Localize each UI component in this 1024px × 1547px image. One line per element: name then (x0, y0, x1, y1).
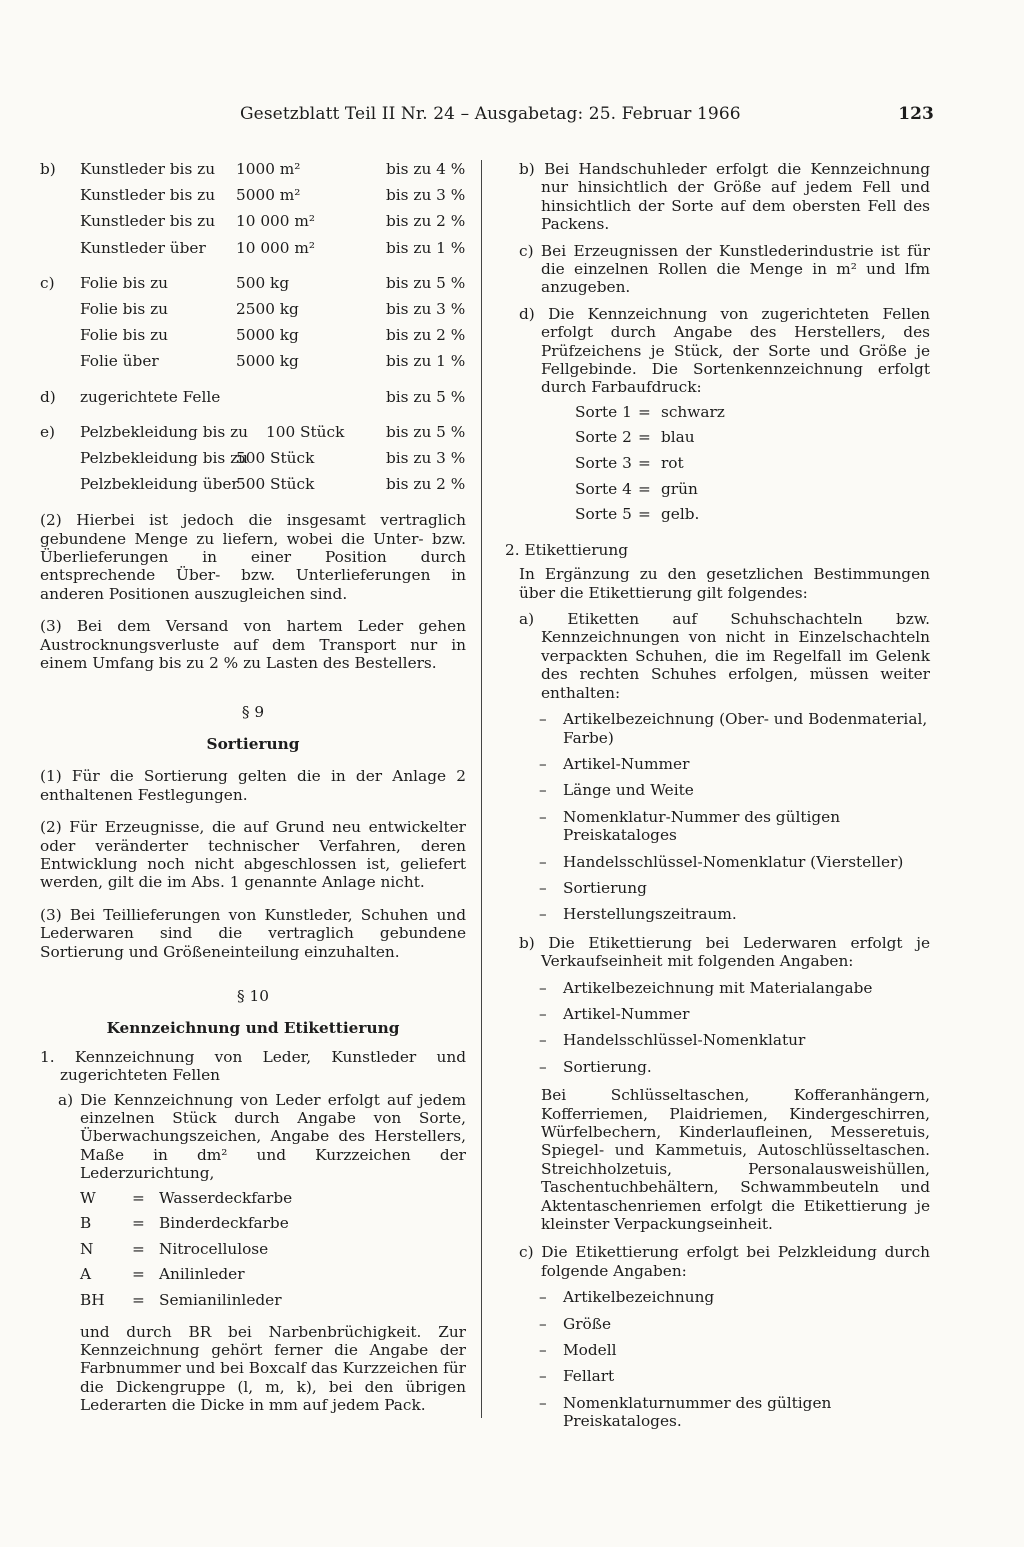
kennzeichnung-1a-end: und durch BR bei Narbenbrüchigkeit. Zur Kennzeichnung gehört ferner die Angabe der Farbnummer und bei Boxcalf das Kurzzeichen für die Dickengruppe (l, m, k), bei den übrigen Lederarten die Dicke in mm auf jedem Pack. (80, 1322, 466, 1415)
row-tolerance: bis zu 1 % (386, 352, 466, 371)
row-amount: 500 kg (236, 273, 290, 292)
row-item: Folie bis zu (80, 326, 168, 345)
sorte-equals: = (638, 428, 651, 447)
etikettierung-heading: 2. Etikettierung (505, 540, 629, 559)
row-item: Folie über (80, 352, 159, 371)
row-item: Folie bis zu (80, 299, 168, 318)
list-item-text: Nomenklatur-Nummer des gültigen Preiskataloges (563, 807, 841, 845)
dash-bullet: – (539, 807, 547, 826)
list-item (519, 1341, 930, 1359)
row-amount: 2500 kg (236, 299, 299, 318)
list-item (519, 781, 930, 799)
page-header (240, 104, 934, 130)
sorte-color: blau (661, 428, 695, 447)
sorte-name: Sorte 2 (575, 428, 632, 447)
sorte-color: rot (661, 454, 684, 473)
list-item (519, 710, 930, 747)
row-amount: 500 Stück (236, 475, 315, 494)
kennzeichnung-d: d) Die Kennzeichnung von zugerichteten Fellen erfolgt durch Angabe des Herstellers, des Prüfzeichens je Stück, der Sorte und Größe je Fellgebinde. Die Sortenkennzeichnung erfolgt durch Farbaufdruck: (519, 304, 930, 397)
abbr-code: N (80, 1239, 94, 1258)
list-item-text: Sortierung (563, 878, 647, 897)
row-label: d) (40, 387, 56, 406)
dash-bullet: – (539, 1341, 547, 1360)
dash-bullet: – (539, 1031, 547, 1050)
abbreviation-list (40, 1189, 466, 1317)
abbreviation-row (40, 1265, 466, 1291)
abbr-equals: = (132, 1214, 145, 1233)
row-tolerance: bis zu 2 % (386, 326, 466, 345)
table-e (40, 423, 466, 502)
row-item: Folie bis zu (80, 273, 168, 292)
list-item-text: Fellart (563, 1367, 615, 1386)
page-number: 123 (898, 104, 934, 124)
table-row (40, 475, 466, 501)
row-item: zugerichtete Felle (80, 387, 221, 406)
list-item (519, 979, 930, 997)
abbr-code: W (80, 1188, 96, 1207)
abbr-equals: = (132, 1188, 145, 1207)
list-item-text: Artikelbezeichnung (Ober- und Bodenmaterial, Farbe) (563, 710, 928, 747)
row-label: b) (40, 160, 56, 178)
abbreviation-row (40, 1214, 466, 1240)
list-item-text: Artikel-Nummer (563, 1004, 690, 1023)
sorte-name: Sorte 5 (575, 505, 632, 524)
row-amount: 1000 m² (236, 160, 301, 178)
abbr-code: A (80, 1265, 92, 1284)
sorte-name: Sorte 4 (575, 479, 632, 498)
list-item-text: Artikel-Nummer (563, 754, 690, 773)
sorte-color: grün (661, 479, 698, 498)
list-item-text: Modell (563, 1341, 617, 1360)
row-amount: 10 000 m² (236, 238, 316, 257)
etikettierung-a: a) Etiketten auf Schuhschachteln bzw. Kennzeichnungen von nicht in Einzelschachteln verpackten Schuhen, die im Regelfall im Gelenk des rechten Schuhes erfolgen, müssen weiter enthalten: (519, 610, 930, 702)
row-amount: 5000 m² (236, 186, 301, 205)
row-tolerance: bis zu 3 % (386, 448, 466, 467)
sorte-row (519, 505, 930, 531)
row-item: Kunstleder bis zu (80, 212, 216, 231)
column-divider (481, 160, 482, 1418)
dash-bullet: – (539, 1288, 547, 1307)
row-amount: 5000 kg (236, 352, 299, 371)
row-amount: 10 000 m² (236, 212, 316, 231)
abbreviation-row (40, 1291, 466, 1317)
abbr-code: B (80, 1214, 92, 1233)
etikettierung-a-list (519, 710, 930, 924)
sorte-equals: = (638, 402, 651, 421)
row-item: Kunstleder bis zu (80, 160, 216, 178)
etikettierung-b: b) Die Etikettierung bei Lederwaren erfolgt je Verkaufseinheit mit folgenden Angaben: (519, 933, 930, 971)
right-column (505, 160, 930, 1431)
row-tolerance: bis zu 2 % (386, 475, 466, 494)
kennzeichnung-c: c) Bei Erzeugnissen der Kunstlederindustrie ist für die einzelnen Rollen die Menge in m² und lfm anzugeben. (519, 241, 930, 297)
section-9-title: Sortierung (206, 734, 300, 753)
list-item-text: Nomenklaturnummer des gültigen Preiskataloges. (563, 1393, 832, 1431)
abbr-equals: = (132, 1239, 145, 1258)
sorte-color: gelb. (661, 505, 700, 524)
table-row (40, 388, 466, 414)
row-tolerance: bis zu 1 % (386, 238, 466, 257)
etikettierung-c-list (519, 1288, 930, 1430)
abbr-code: BH (80, 1291, 105, 1309)
sorte-color: schwarz (661, 402, 725, 421)
row-item: Pelzbekleidung über (80, 475, 239, 494)
dash-bullet: – (539, 978, 547, 997)
list-item-text: Artikelbezeichnung (563, 1288, 715, 1307)
table-row (40, 274, 466, 300)
list-item (519, 808, 930, 845)
row-label: e) (40, 422, 56, 441)
kennzeichnung-1a: a) Die Kennzeichnung von Leder erfolgt auf jedem einzelnen Stück durch Angabe von Sorte, Überwachungszeichen, Angabe des Herstellers, Maße in dm² und Kurzzeichen der Lederzurichtung, (58, 1090, 466, 1183)
sorte-row (519, 454, 930, 480)
dash-bullet: – (539, 754, 547, 773)
abbr-meaning: Semianilinleder (159, 1291, 282, 1309)
paragraph-2: (2) Hierbei ist jedoch die insgesamt vertraglich gebundene Menge zu liefern, wobei die Unter- bzw. Überlieferungen in einer Position durch entsprechende Über- bzw. Unterlieferungen in anderen Positionen auszugleichen sind. (40, 511, 466, 603)
dash-bullet: – (539, 710, 547, 729)
table-row (40, 239, 466, 265)
sorte-row (519, 403, 930, 429)
dash-bullet: – (539, 852, 547, 871)
list-item-text: Handelsschlüssel-Nomenklatur (Viersteller) (563, 852, 904, 871)
list-item (519, 1315, 930, 1333)
abbr-meaning: Wasserdeckfarbe (159, 1188, 293, 1207)
list-item (519, 1058, 930, 1076)
table-row (40, 352, 466, 378)
dash-bullet: – (539, 1393, 547, 1412)
etikettierung-intro: In Ergänzung zu den gesetzlichen Bestimmungen über die Etikettierung gilt folgendes: (519, 565, 930, 602)
list-item (519, 905, 930, 923)
abbr-meaning: Nitrocellulose (159, 1239, 269, 1258)
section-10-number: § 10 (237, 986, 269, 1005)
row-item: Kunstleder über (80, 238, 206, 257)
row-amount: 5000 kg (236, 326, 299, 345)
list-item (519, 853, 930, 871)
table-row (40, 212, 466, 238)
list-item (519, 879, 930, 897)
row-tolerance: bis zu 5 % (386, 387, 466, 406)
abbr-equals: = (132, 1265, 145, 1284)
row-amount: 100 Stück (266, 422, 345, 441)
sorte-equals: = (638, 479, 651, 498)
list-item (519, 755, 930, 773)
dash-bullet: – (539, 1367, 547, 1386)
row-tolerance: bis zu 5 % (386, 422, 466, 441)
sorte-row (519, 480, 930, 506)
abbr-equals: = (132, 1291, 145, 1309)
etikettierung-b-list (519, 979, 930, 1077)
abbreviation-row (40, 1189, 466, 1215)
dash-bullet: – (539, 781, 547, 800)
list-item (519, 1288, 930, 1306)
dash-bullet: – (539, 878, 547, 897)
sorte-row (519, 428, 930, 454)
abbr-meaning: Binderdeckfarbe (159, 1214, 289, 1233)
s9-paragraph-1: (1) Für die Sortierung gelten die in der Anlage 2 enthaltenen Festlegungen. (40, 767, 466, 804)
list-item (519, 1005, 930, 1023)
section-9-number: § 9 (241, 702, 265, 721)
row-label: c) (40, 273, 55, 292)
sorten-list (519, 403, 930, 531)
table-row (40, 449, 466, 475)
table-d (40, 388, 466, 414)
dash-bullet: – (539, 1314, 547, 1333)
table-c (40, 274, 466, 379)
sorte-name: Sorte 3 (575, 454, 632, 473)
row-amount: 500 Stück (236, 448, 315, 467)
left-column (40, 160, 466, 1415)
row-tolerance: bis zu 5 % (386, 273, 466, 292)
section-10-title: Kennzeichnung und Etikettierung (106, 1019, 400, 1038)
list-item (519, 1031, 930, 1049)
table-row (40, 300, 466, 326)
list-item-text: Sortierung. (563, 1057, 652, 1076)
sorte-name: Sorte 1 (575, 402, 632, 421)
sorte-equals: = (638, 505, 651, 524)
table-b (40, 160, 466, 265)
dash-bullet: – (539, 905, 547, 924)
row-tolerance: bis zu 3 % (386, 299, 466, 318)
row-tolerance: bis zu 4 % (386, 160, 466, 178)
row-tolerance: bis zu 3 % (386, 186, 466, 205)
s9-paragraph-3: (3) Bei Teillieferungen von Kunstleder, Schuhen und Lederwaren sind die vertraglich gebundene Sortierung und Größeneinteilung einzuhalten. (40, 905, 466, 961)
etikettierung-c: c) Die Etikettierung erfolgt bei Pelzkleidung durch folgende Angaben: (519, 1243, 930, 1280)
list-item-text: Artikelbezeichnung mit Materialangabe (563, 978, 873, 997)
table-row (40, 326, 466, 352)
list-item-text: Handelsschlüssel-Nomenklatur (563, 1031, 806, 1050)
list-item (519, 1394, 930, 1431)
kennzeichnung-b: b) Bei Handschuhleder erfolgt die Kennzeichnung nur hinsichtlich der Größe auf jedem Fell und hinsichtlich der Sorte auf dem obersten Fell des Packens. (519, 160, 930, 234)
table-row (40, 186, 466, 212)
row-item: Pelzbekleidung bis zu (80, 448, 249, 467)
header-title: Gesetzblatt Teil II Nr. 24 – Ausgabetag: 25. Februar 1966 (240, 104, 741, 124)
etikettierung-b-paragraph: Bei Schlüsseltaschen, Kofferanhängern, Kofferriemen, Plaidriemen, Kindergeschirren, Würfelbechern, Kinderlaufleinen, Messeretuis, Spiegel- und Kammetuis, Autoschlüsseltaschen. Streichholzetuis, Personalausweishüllen, Taschentuchbehältern, Schwammbeuteln und Aktentaschenriemen erfolgt die Etikettierung je kleinster Verpackungseinheit. (541, 1086, 930, 1234)
abbr-meaning: Anilinleder (159, 1265, 245, 1284)
row-item: Pelzbekleidung bis zu (80, 422, 249, 441)
s9-paragraph-2: (2) Für Erzeugnisse, die auf Grund neu entwickelter oder veränderter technischer Verfahren, deren Entwicklung noch nicht abgeschlossen ist, geliefert werden, gilt die im Abs. 1 genannte Anlage nicht. (40, 818, 466, 892)
table-row (40, 160, 466, 186)
dash-bullet: – (539, 1004, 547, 1023)
dash-bullet: – (539, 1057, 547, 1076)
list-item-text: Länge und Weite (563, 781, 694, 800)
list-item-text: Größe (563, 1314, 612, 1333)
table-row (40, 423, 466, 449)
list-item-text: Herstellungszeitraum. (563, 905, 737, 924)
kennzeichnung-1: 1. Kennzeichnung von Leder, Kunstleder und zugerichteten Fellen (40, 1047, 466, 1085)
abbreviation-row (40, 1240, 466, 1266)
list-item (519, 1367, 930, 1385)
row-item: Kunstleder bis zu (80, 186, 216, 205)
row-tolerance: bis zu 2 % (386, 212, 466, 231)
sorte-equals: = (638, 454, 651, 473)
paragraph-3: (3) Bei dem Versand von hartem Leder gehen Austrocknungsverluste auf dem Transport nur in einem Umfang bis zu 2 % zu Lasten des Bestellers. (40, 617, 466, 673)
